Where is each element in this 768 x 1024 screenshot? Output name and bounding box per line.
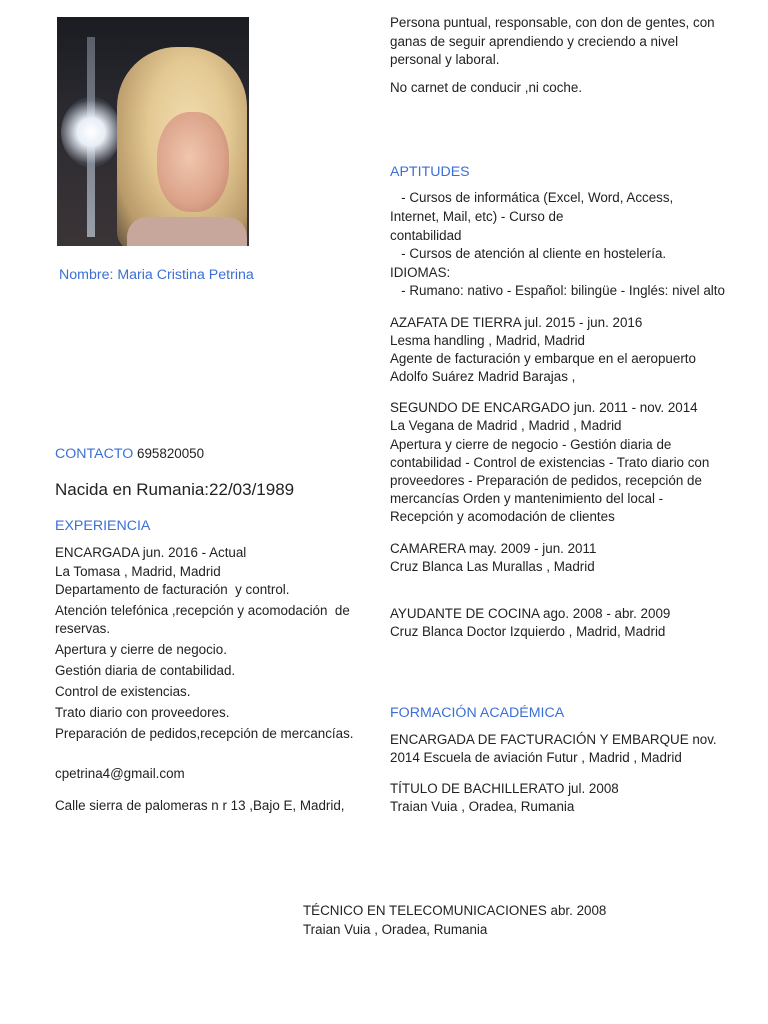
job-line: Lesma handling , Madrid, Madrid xyxy=(390,333,586,348)
education-line: TÍTULO DE BACHILLERATO jul. 2008 xyxy=(390,781,619,796)
contact-line xyxy=(55,445,204,463)
experience-line: Preparación de pedidos,recepción de mercancías. xyxy=(55,726,354,741)
aptitudes-line: - Rumano: nativo - Español: bilingüe - Inglés: nivel alto xyxy=(390,283,725,298)
job-line: Cruz Blanca Las Murallas , Madrid xyxy=(390,559,595,574)
job-line: proveedores - Preparación de pedidos, recepción de xyxy=(390,473,702,488)
education-line: Traian Vuia , Oradea, Rumania xyxy=(303,922,488,937)
experience-line: Trato diario con proveedores. xyxy=(55,705,230,720)
job-line: CAMARERA may. 2009 - jun. 2011 xyxy=(390,541,597,556)
summary-line: personal y laboral. xyxy=(390,52,500,67)
aptitudes-line: IDIOMAS: xyxy=(390,265,451,280)
education-line: Traian Vuia , Oradea, Rumania xyxy=(390,799,575,814)
name-label: Nombre: Maria Cristina Petrina xyxy=(59,267,254,283)
job-line: SEGUNDO DE ENCARGADO jun. 2011 - nov. 2014 xyxy=(390,400,698,415)
contact-phone: 695820050 xyxy=(137,446,205,461)
experience-line: Atención telefónica ,recepción y acomodación de xyxy=(55,603,350,618)
job-line: contabilidad - Control de existencias - Trato diario con xyxy=(390,455,710,470)
education-heading: FORMACIÓN ACADÉMICA xyxy=(390,705,565,721)
aptitudes-line: - Cursos de informática (Excel, Word, Access, xyxy=(390,190,674,205)
experience-heading: EXPERIENCIA xyxy=(55,518,151,534)
job-line: AYUDANTE DE COCINA ago. 2008 - abr. 2009 xyxy=(390,606,671,621)
experience-line: Control de existencias. xyxy=(55,684,191,699)
job-line: Cruz Blanca Doctor Izquierdo , Madrid, Madrid xyxy=(390,624,666,639)
aptitudes-line: - Cursos de atención al cliente en hostelería. xyxy=(390,246,667,261)
profile-photo xyxy=(57,17,249,246)
contact-address: Calle sierra de palomeras n r 13 ,Bajo E, Madrid, xyxy=(55,798,345,813)
contact-heading: CONTACTO xyxy=(55,446,134,462)
aptitudes-line: Internet, Mail, etc) - Curso de xyxy=(390,209,564,224)
job-line: Agente de facturación y embarque en el aeropuerto xyxy=(390,351,696,366)
experience-line: La Tomasa , Madrid, Madrid xyxy=(55,564,221,579)
experience-line: Gestión diaria de contabilidad. xyxy=(55,663,236,678)
job-line: Adolfo Suárez Madrid Barajas , xyxy=(390,369,576,384)
contact-email[interactable]: cpetrina4@gmail.com xyxy=(55,766,185,781)
summary-note: No carnet de conducir ,ni coche. xyxy=(390,80,583,95)
experience-line: Departamento de facturación y control. xyxy=(55,582,290,597)
education-line: 2014 Escuela de aviación Futur , Madrid , Madrid xyxy=(390,750,682,765)
experience-line: reservas. xyxy=(55,621,111,636)
experience-line: Apertura y cierre de negocio. xyxy=(55,642,227,657)
experience-line: ENCARGADA jun. 2016 - Actual xyxy=(55,545,247,560)
job-line: AZAFATA DE TIERRA jul. 2015 - jun. 2016 xyxy=(390,315,643,330)
job-line: Apertura y cierre de negocio - Gestión diaria de xyxy=(390,437,672,452)
aptitudes-heading: APTITUDES xyxy=(390,164,470,180)
aptitudes-line: contabilidad xyxy=(390,228,462,243)
summary-line: ganas de seguir aprendiendo y creciendo a nivel xyxy=(390,34,679,49)
job-line: mercancías Orden y mantenimiento del local - xyxy=(390,491,664,506)
job-line: La Vegana de Madrid , Madrid , Madrid xyxy=(390,418,622,433)
education-line: TÉCNICO EN TELECOMUNICACIONES abr. 2008 xyxy=(303,903,607,918)
education-line: ENCARGADA DE FACTURACIÓN Y EMBARQUE nov. xyxy=(390,732,717,747)
birth-info: Nacida en Rumania:22/03/1989 xyxy=(55,480,295,499)
job-line: Recepción y acomodación de clientes xyxy=(390,509,615,524)
summary-line: Persona puntual, responsable, con don de gentes, con xyxy=(390,15,715,30)
